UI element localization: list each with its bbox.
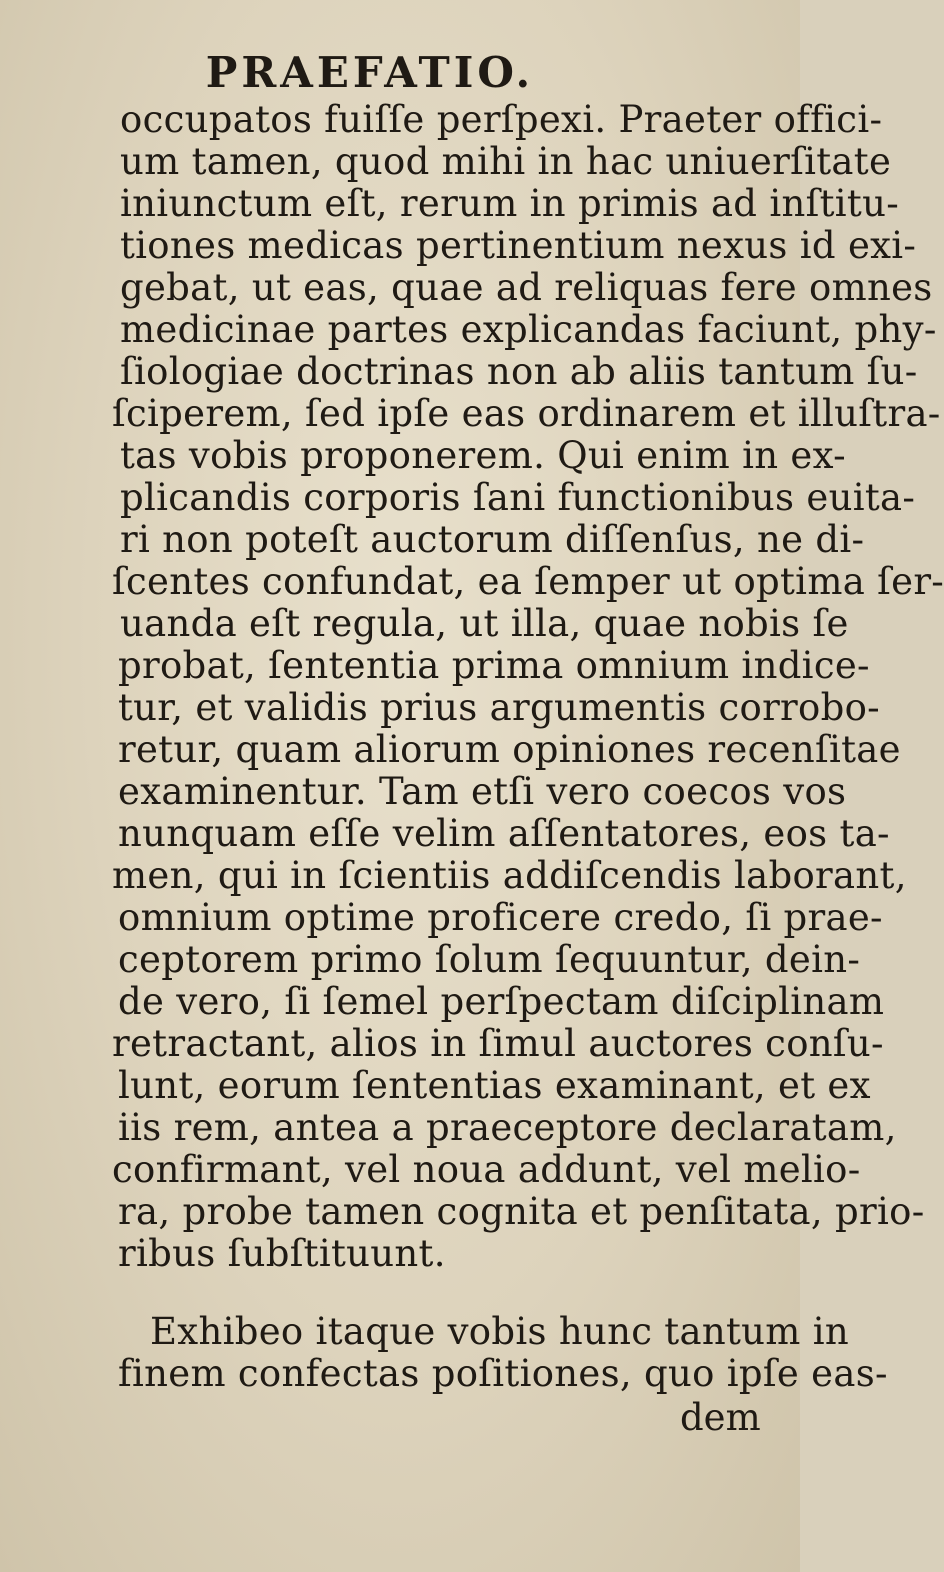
text-line: medicinae partes explicandas faciunt, phy- [120,308,937,351]
text-line: ſiologiae doctrinas non ab aliis tantum ſu- [120,350,918,393]
text-line: ra, probe tamen cognita et penſitata, prio- [118,1190,925,1233]
text-line: tiones medicas pertinentium nexus id exi- [120,224,917,267]
text-line: examinentur. Tam etſi vero coecos vos [118,770,847,813]
text-line: Exhibeo itaque vobis hunc tantum in [150,1310,849,1353]
text-line: nunquam eſſe velim aſſentatores, eos ta- [118,812,890,855]
text-line: um tamen, quod mihi in hac uniuerſitate [120,140,892,183]
text-line: de vero, ſi ſemel perſpectam diſciplinam [118,980,885,1023]
text-line: uanda eſt regula, ut illa, quae nobis ſe [120,602,849,645]
text-line: gebat, ut eas, quae ad reliquas fere omnes [120,266,933,309]
text-line: occupatos fuiſſe perſpexi. Praeter offici- [120,98,883,141]
text-line: tas vobis proponerem. Qui enim in ex- [120,434,846,477]
text-line: ſcentes confundat, ea ſemper ut optima ſer- [112,560,944,603]
text-line: finem confectas poſitiones, quo ipſe eas- [118,1352,888,1395]
text-line: ceptorem primo ſolum ſequuntur, dein- [118,938,861,981]
text-line: ſciperem, ſed ipſe eas ordinarem et illuſtra- [112,392,941,435]
text-line: ri non poteſt auctorum diſſenſus, ne di- [120,518,865,561]
text-line: probat, ſententia prima omnium indice- [118,644,870,687]
text-line: omnium optime proficere credo, ſi prae- [118,896,883,939]
catchword: dem [680,1396,761,1439]
text-line: tur, et validis prius argumentis corrobo- [118,686,880,729]
text-line: ribus ſubſtituunt. [118,1232,446,1275]
text-line: iniunctum eſt, rerum in primis ad inſtitu- [120,182,900,225]
text-line: retractant, alios in ſimul auctores conſu- [112,1022,884,1065]
header-title: PRAEFATIO. [205,48,535,97]
text-line: men, qui in ſcientiis addiſcendis laborant, [112,854,907,897]
text-line: plicandis corporis ſani functionibus euita- [120,476,916,519]
text-line: retur, quam aliorum opiniones recenſitae [118,728,901,771]
text-line: lunt, eorum ſententias examinant, et ex [118,1064,871,1107]
page-header [0,48,800,97]
text-line: confirmant, vel noua addunt, vel melio- [112,1148,861,1191]
text-line: iis rem, antea a praeceptore declaratam, [118,1106,897,1149]
